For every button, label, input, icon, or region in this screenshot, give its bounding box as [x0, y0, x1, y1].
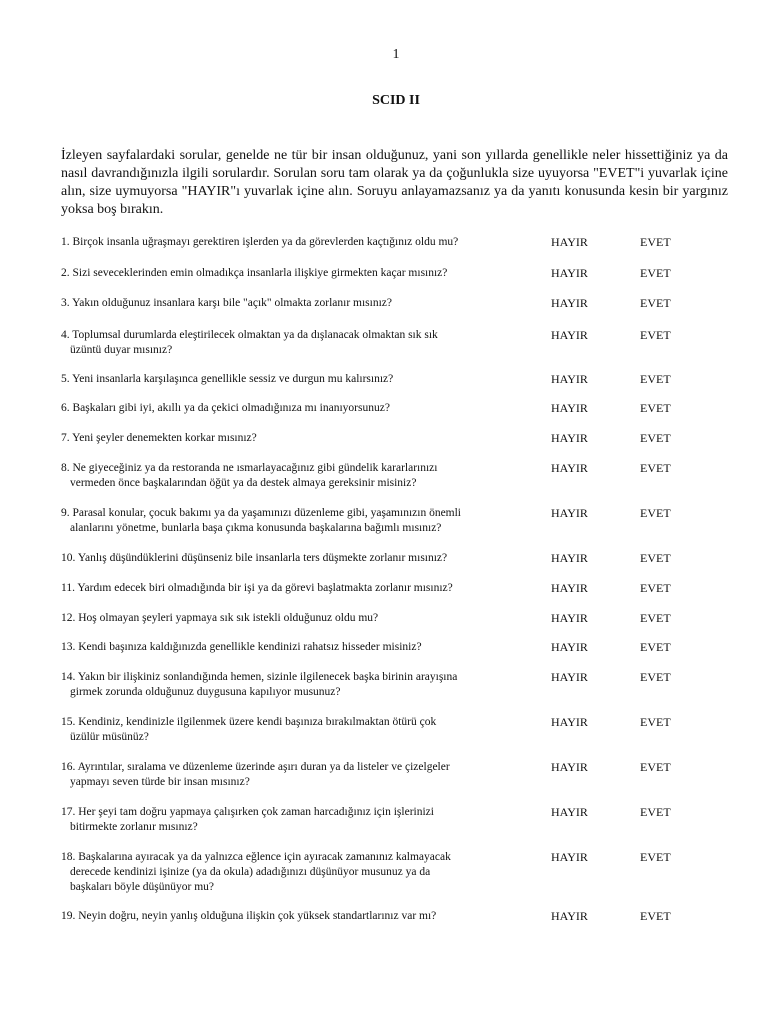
question-line: 18. Başkalarına ayıracak ya da yalnızca eğlence için ayıracak zamanınız kalmayacak: [61, 851, 451, 863]
answer-hayir[interactable]: HAYIR: [551, 670, 588, 684]
answer-evet[interactable]: EVET: [640, 296, 671, 310]
question-line: alanlarını yönetme, bunlarla başa çıkma konusunda başkalarına bağımlı mısınız?: [70, 522, 442, 534]
question-text: [61, 328, 521, 358]
question-line: 9. Parasal konular, çocuk bakımı ya da yaşamınızı düzenleme gibi, yaşamınızın önemli: [61, 507, 462, 519]
question-line: 17. Her şeyi tam doğru yapmaya çalışırken çok zaman harcadığınız için işlerinizi: [61, 806, 434, 818]
answer-hayir[interactable]: HAYIR: [551, 909, 588, 923]
answer-hayir[interactable]: HAYIR: [551, 328, 588, 342]
answer-evet[interactable]: EVET: [640, 760, 671, 774]
question-text: [61, 805, 521, 835]
question-line: bitirmekte zorlanır mısınız?: [70, 821, 198, 833]
question-line: vermeden önce başkalarından öğüt ya da destek almaya gereksinir misiniz?: [70, 477, 417, 489]
answer-evet[interactable]: EVET: [640, 235, 671, 249]
answer-hayir[interactable]: HAYIR: [551, 715, 588, 729]
question-line: 7. Yeni şeyler denemekten korkar mısınız?: [61, 432, 257, 444]
question-text: [61, 581, 521, 596]
question-line: derecede kendinizi işinize (ya da okula) adadığınızı düşünüyor musunuz ya da: [70, 866, 431, 878]
question-line: 14. Yakın bir ilişkiniz sonlandığında hemen, sizinle ilgilenecek başka birinin arayışına: [61, 671, 458, 683]
answer-evet[interactable]: EVET: [640, 551, 671, 565]
answer-hayir[interactable]: HAYIR: [551, 581, 588, 595]
question-line: 4. Toplumsal durumlarda eleştirilecek olmaktan ya da dışlanacak olmaktan sık sık: [61, 329, 438, 341]
answer-evet[interactable]: EVET: [640, 431, 671, 445]
question-text: [61, 760, 521, 790]
answer-evet[interactable]: EVET: [640, 805, 671, 819]
answer-hayir[interactable]: HAYIR: [551, 235, 588, 249]
question-line: yapmayı seven türde bir insan mısınız?: [70, 776, 250, 788]
question-line: 2. Sizi seveceklerinden emin olmadıkça insanlarla ilişkiye girmekten kaçar mısınız?: [61, 267, 448, 279]
question-text: [61, 611, 521, 626]
answer-hayir[interactable]: HAYIR: [551, 372, 588, 386]
answer-hayir[interactable]: HAYIR: [551, 640, 588, 654]
answer-evet[interactable]: EVET: [640, 581, 671, 595]
answer-hayir[interactable]: HAYIR: [551, 296, 588, 310]
answer-hayir[interactable]: HAYIR: [551, 431, 588, 445]
question-text: [61, 909, 521, 924]
answer-hayir[interactable]: HAYIR: [551, 805, 588, 819]
question-line: 13. Kendi başınıza kaldığınızda genellikle kendinizi rahatsız hisseder misiniz?: [61, 641, 422, 653]
answer-evet[interactable]: EVET: [640, 372, 671, 386]
answer-hayir[interactable]: HAYIR: [551, 760, 588, 774]
question-text: [61, 296, 521, 311]
question-line: üzülür müsünüz?: [70, 731, 149, 743]
question-line: 6. Başkaları gibi iyi, akıllı ya da çekici olmadığınıza mı inanıyorsunuz?: [61, 402, 390, 414]
answer-evet[interactable]: EVET: [640, 670, 671, 684]
question-text: [61, 235, 521, 250]
question-line: 19. Neyin doğru, neyin yanlış olduğuna ilişkin çok yüksek standartlarınız var mı?: [61, 910, 437, 922]
question-text: [61, 670, 521, 700]
question-line: üzüntü duyar mısınız?: [70, 344, 173, 356]
question-text: [61, 551, 521, 566]
answer-evet[interactable]: EVET: [640, 506, 671, 520]
question-text: [61, 640, 521, 655]
answer-evet[interactable]: EVET: [640, 266, 671, 280]
question-line: 11. Yardım edecek biri olmadığında bir işi ya da görevi başlatmakta zorlanır mısınız?: [61, 582, 453, 594]
answer-evet[interactable]: EVET: [640, 715, 671, 729]
answer-evet[interactable]: EVET: [640, 909, 671, 923]
question-line: girmek zorunda olduğunuz duygusuna kapılıyor musunuz?: [70, 686, 341, 698]
question-text: [61, 506, 521, 536]
answer-hayir[interactable]: HAYIR: [551, 506, 588, 520]
question-text: [61, 401, 521, 416]
answer-hayir[interactable]: HAYIR: [551, 401, 588, 415]
answer-hayir[interactable]: HAYIR: [551, 461, 588, 475]
page-number: 1: [392, 47, 400, 62]
answer-evet[interactable]: EVET: [640, 461, 671, 475]
question-text: [61, 372, 521, 387]
answer-evet[interactable]: EVET: [640, 640, 671, 654]
question-line: 3. Yakın olduğunuz insanlara karşı bile "açık" olmakta zorlanır mısınız?: [61, 297, 392, 309]
answer-hayir[interactable]: HAYIR: [551, 266, 588, 280]
question-line: 15. Kendiniz, kendinizle ilgilenmek üzere kendi başınıza bırakılmaktan ötürü çok: [61, 716, 437, 728]
answer-hayir[interactable]: HAYIR: [551, 551, 588, 565]
answer-evet[interactable]: EVET: [640, 611, 671, 625]
question-line: başkaları böyle düşünüyor mu?: [70, 881, 215, 893]
document-title: SCID II: [372, 93, 420, 108]
answer-hayir[interactable]: HAYIR: [551, 611, 588, 625]
answer-evet[interactable]: EVET: [640, 401, 671, 415]
question-text: [61, 266, 521, 281]
question-text: [61, 461, 521, 491]
answer-evet[interactable]: EVET: [640, 328, 671, 342]
answer-hayir[interactable]: HAYIR: [551, 850, 588, 864]
question-line: 1. Birçok insanla uğraşmayı gerektiren işlerden ya da görevlerden kaçtığınız oldu mu?: [61, 236, 459, 248]
question-text: [61, 431, 521, 446]
instructions-paragraph: İzleyen sayfalardaki sorular, genelde ne tür bir insan olduğunuz, yani son yıllarda genellikle neler hissettiğiniz ya da nasıl davrandığınızla ilgili sorulardır. Sorulan soru tam olarak ya da çoğunlukla size uyuyorsa "EVET"i yuvarlak içine alın, size uymuyorsa "HAYIR"ı yuvarlak içine alın. Soruyu anlayamazsanız ya da yanıtı konusunda kesin bir yargınız yoksa boş bırakın.: [61, 148, 728, 217]
question-line: 10. Yanlış düşündüklerini düşünseniz bile insanlarla ters düşmekte zorlanır mısınız?: [61, 552, 448, 564]
question-text: [61, 850, 521, 895]
answer-evet[interactable]: EVET: [640, 850, 671, 864]
question-line: 8. Ne giyeceğiniz ya da restoranda ne ısmarlayacağınız gibi gündelik kararlarınızı: [61, 462, 438, 474]
question-line: 16. Ayrıntılar, sıralama ve düzenleme üzerinde aşırı duran ya da listeler ve çizelgeler: [61, 761, 450, 773]
question-line: 12. Hoş olmayan şeyleri yapmaya sık sık istekli olduğunuz oldu mu?: [61, 612, 379, 624]
question-text: [61, 715, 521, 745]
question-line: 5. Yeni insanlarla karşılaşınca genellikle sessiz ve durgun mu kalırsınız?: [61, 373, 394, 385]
